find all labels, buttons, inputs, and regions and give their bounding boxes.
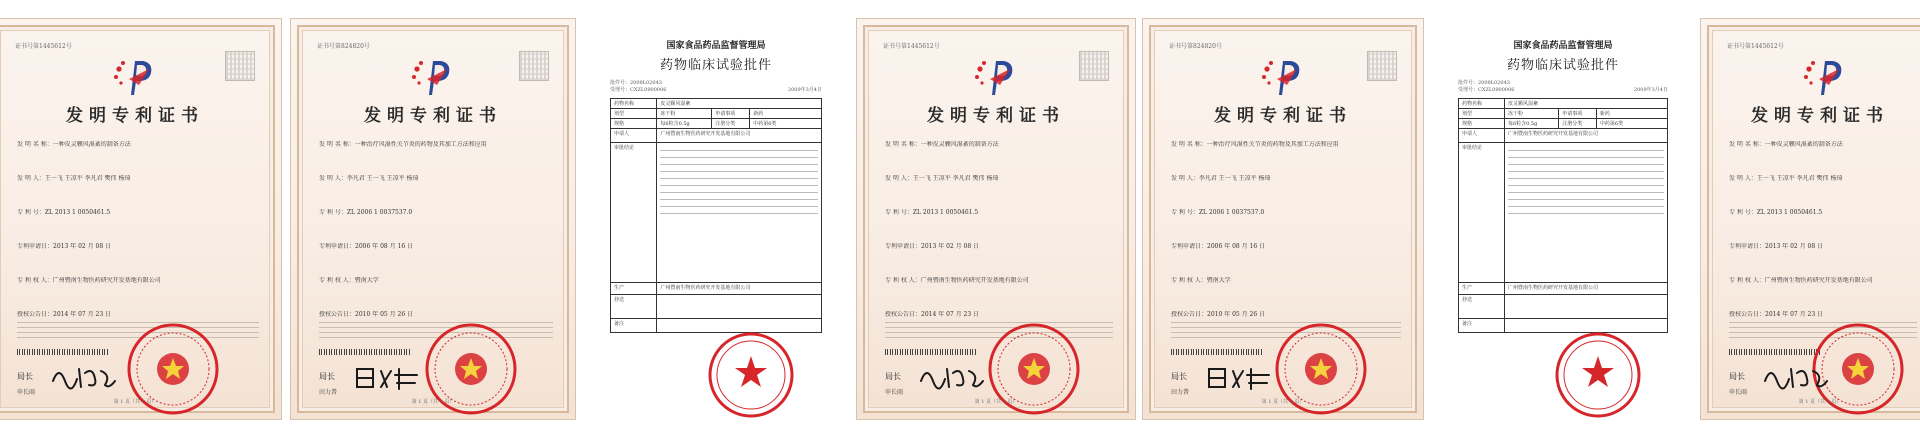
barcode [319, 349, 411, 355]
director-name: 申长雨 [17, 389, 36, 396]
director-name: 申长雨 [1729, 389, 1748, 396]
acceptance-number: 受理号：CXZL0900006 [1458, 87, 1515, 93]
page-footer: 第 1 页（共 1 页） [113, 399, 157, 405]
certificate-fields [885, 141, 1113, 277]
copy-label: 抄送 [1459, 295, 1505, 319]
director-name: 田力普 [319, 389, 338, 396]
registration-stamp-icon [706, 330, 796, 420]
patent-number: 专 利 号：ZL 2013 1 0050461.5 [17, 209, 111, 216]
invention-name: 发 明 名 称：一种治疗风湿性关节炎的药物及其加工方法和应用 [319, 141, 487, 148]
applicant: 广州暨南生物医药研究开发基地有限公司 [657, 129, 822, 143]
opinion-text [657, 143, 822, 283]
filing-date: 专利申请日：2013 年 02 月 08 日 [885, 243, 980, 250]
barcode [1171, 349, 1263, 355]
drug-name: 皮灵颗风湿紊 [1504, 99, 1667, 109]
patent-number: 专 利 号：ZL 2006 1 0037537.0 [319, 209, 413, 216]
certificate-title: 发明专利证书 [66, 106, 204, 126]
acceptance-number: 受理号：CXZL0900006 [610, 87, 667, 93]
patent-certificate-1 [0, 18, 282, 420]
approval-title: 药物临床试验批件 [1506, 58, 1619, 73]
issuing-agency: 国家食品药品监督管理局 [1513, 41, 1613, 51]
patent-number: 专 利 号：ZL 2013 1 0050461.5 [1729, 209, 1823, 216]
approval-date: 2009年3月4日 [787, 87, 822, 93]
page-footer: 第 1 页（共 1 页） [1261, 399, 1305, 405]
director-title: 局长 [17, 372, 33, 381]
certificate-number: 证书号第1445612号 [15, 43, 72, 50]
qr-code [1367, 51, 1397, 81]
spec-label: 规格 [1459, 119, 1505, 129]
producer-label: 生产 [1459, 283, 1505, 295]
approval-table [610, 98, 822, 333]
qr-code [225, 51, 255, 81]
certificate-fields [319, 141, 553, 277]
patentee: 专 利 权 人：暨南大学 [319, 277, 379, 284]
copy-label: 抄送 [611, 295, 657, 319]
reg: 中药第6类 [1596, 119, 1667, 129]
issuing-agency: 国家食品药品监督管理局 [666, 41, 766, 51]
drug-name-label: 药物名称 [611, 99, 657, 109]
inventors: 发 明 人：李凡君 王一飞 王凉平 杨琦 [319, 175, 419, 182]
category: 新药 [1596, 109, 1667, 119]
certificate-fields [1729, 141, 1917, 277]
spec: 每6粒含0.5g [1504, 119, 1558, 129]
patent-certificate-3 [856, 18, 1136, 420]
drug-name-label: 药物名称 [1459, 99, 1505, 109]
director-signature [351, 361, 421, 393]
director-title: 局长 [1171, 372, 1187, 381]
inventors: 发 明 人：李凡君 王一飞 王凉平 杨琦 [1171, 175, 1271, 182]
approval-meta [610, 80, 822, 94]
patent-certificate-5 [1700, 18, 1920, 420]
page-footer: 第 1 页（共 1 页） [974, 399, 1018, 405]
director-name: 田力普 [1171, 389, 1190, 396]
grant-date: 授权公告日：2010 年 05 月 26 日 [1171, 311, 1266, 318]
patent-number: 专 利 号：ZL 2013 1 0050461.5 [885, 209, 979, 216]
note-label: 备注 [1459, 319, 1505, 333]
invention-name: 发 明 名 称：一种皮灵颗风湿紊的制备方法 [1729, 141, 1843, 148]
certificate-number: 证书号第824820号 [1169, 43, 1222, 50]
director-title: 局长 [885, 372, 901, 381]
registration-stamp-icon [1553, 330, 1643, 420]
barcode [885, 349, 977, 355]
clinical-trial-approval-2 [1442, 18, 1684, 420]
inventors: 发 明 人：王一飞 王凉平 李凡君 樊伟 杨琦 [885, 175, 999, 182]
applicant-label: 申请人 [1459, 129, 1505, 143]
director-signature [1203, 361, 1273, 393]
inventors: 发 明 人：王一飞 王凉平 李凡君 樊伟 杨琦 [1729, 175, 1843, 182]
director-title: 局长 [319, 372, 335, 381]
barcode [17, 349, 109, 355]
director-signature [1761, 361, 1831, 393]
patentee: 专 利 权 人：广州暨南生物医药研究开发基地有限公司 [885, 277, 1029, 284]
director-signature [49, 361, 119, 393]
invention-name: 发 明 名 称：一种皮灵颗风湿紊的制备方法 [885, 141, 999, 148]
barcode [1729, 349, 1821, 355]
page-footer: 第 1 页（共 1 页） [1798, 399, 1842, 405]
opinion-label: 审批结论 [611, 143, 657, 283]
dosage-form: 冻干粉 [657, 109, 712, 119]
patent-office-emblem [970, 55, 1022, 97]
filing-date: 专利申请日：2013 年 02 月 08 日 [17, 243, 112, 250]
approval-date: 2009年3月4日 [1633, 87, 1668, 93]
patentee: 专 利 权 人：广州暨南生物医药研究开发基地有限公司 [17, 277, 161, 284]
applicant-label: 申请人 [611, 129, 657, 143]
inventors: 发 明 人：王一飞 王凉平 李凡君 樊伟 杨琦 [17, 175, 131, 182]
producer-label: 生产 [611, 283, 657, 295]
patent-office-emblem [1257, 55, 1309, 97]
certificate-fields [1171, 141, 1401, 277]
certificate-title: 发明专利证书 [1214, 106, 1352, 126]
category: 新药 [750, 109, 822, 119]
certificate-fields [17, 141, 259, 277]
invention-name: 发 明 名 称：一种治疗风湿性关节炎的药物及其加工方法和应用 [1171, 141, 1339, 148]
spec: 每6粒含0.5g [657, 119, 712, 129]
dosage-form: 冻干粉 [1504, 109, 1558, 119]
note-label: 备注 [611, 319, 657, 333]
patent-office-emblem [407, 55, 459, 97]
certificate-number: 证书号第1445612号 [883, 43, 940, 50]
director-signature [917, 361, 987, 393]
patent-certificate-4 [1142, 18, 1424, 420]
filing-date: 专利申请日：2013 年 02 月 08 日 [1729, 243, 1824, 250]
patentee: 专 利 权 人：暨南大学 [1171, 277, 1231, 284]
invention-name: 发 明 名 称：一种皮灵颗风湿紊的制备方法 [17, 141, 131, 148]
page-footer: 第 1 页（共 1 页） [411, 399, 455, 405]
director-name: 申长雨 [885, 389, 904, 396]
patentee: 专 利 权 人：广州暨南生物医药研究开发基地有限公司 [1729, 277, 1873, 284]
approval-meta [1458, 80, 1668, 94]
certificate-title: 发明专利证书 [927, 106, 1065, 126]
dosage-form-label: 剂型 [611, 109, 657, 119]
certificate-title: 发明专利证书 [1751, 106, 1889, 126]
reg-label: 注册分类 [1559, 119, 1597, 129]
director-title: 局长 [1729, 372, 1745, 381]
certificate-number: 证书号第824820号 [317, 43, 370, 50]
producer: 广州暨南生物医药研究开发基地有限公司 [1504, 283, 1667, 295]
qr-code [519, 51, 549, 81]
qr-code [1079, 51, 1109, 81]
patent-number: 专 利 号：ZL 2006 1 0037537.0 [1171, 209, 1265, 216]
dosage-form-label: 剂型 [1459, 109, 1505, 119]
grant-date: 授权公告日：2014 年 07 月 23 日 [17, 311, 112, 318]
certificate-number: 证书号第1445612号 [1727, 43, 1784, 50]
approval-table [1458, 98, 1668, 333]
approval-title: 药物临床试验批件 [659, 58, 772, 73]
certificate-title: 发明专利证书 [364, 106, 502, 126]
clinical-trial-approval-1 [594, 18, 838, 420]
reg-label: 注册分类 [712, 119, 750, 129]
grant-date: 授权公告日：2014 年 07 月 23 日 [1729, 311, 1824, 318]
applicant: 广州暨南生物医药研究开发基地有限公司 [1504, 129, 1667, 143]
drug-name: 皮灵颗风湿紊 [657, 99, 822, 109]
filing-date: 专利申请日：2006 年 08 月 16 日 [1171, 243, 1266, 250]
spec-label: 规格 [611, 119, 657, 129]
producer: 广州暨南生物医药研究开发基地有限公司 [657, 283, 822, 295]
patent-certificate-2 [290, 18, 576, 420]
category-label: 申请事项 [1559, 109, 1597, 119]
patent-office-emblem [1799, 55, 1851, 97]
reg: 中药第6类 [750, 119, 822, 129]
filing-date: 专利申请日：2006 年 08 月 16 日 [319, 243, 414, 250]
approval-number: 批件号：2009L02043 [1458, 80, 1510, 86]
grant-date: 授权公告日：2014 年 07 月 23 日 [885, 311, 980, 318]
category-label: 申请事项 [712, 109, 750, 119]
grant-date: 授权公告日：2010 年 05 月 26 日 [319, 311, 414, 318]
patent-office-emblem [109, 55, 161, 97]
opinion-text [1504, 143, 1667, 283]
approval-number: 批件号：2009L02043 [610, 80, 662, 86]
opinion-label: 审批结论 [1459, 143, 1505, 283]
